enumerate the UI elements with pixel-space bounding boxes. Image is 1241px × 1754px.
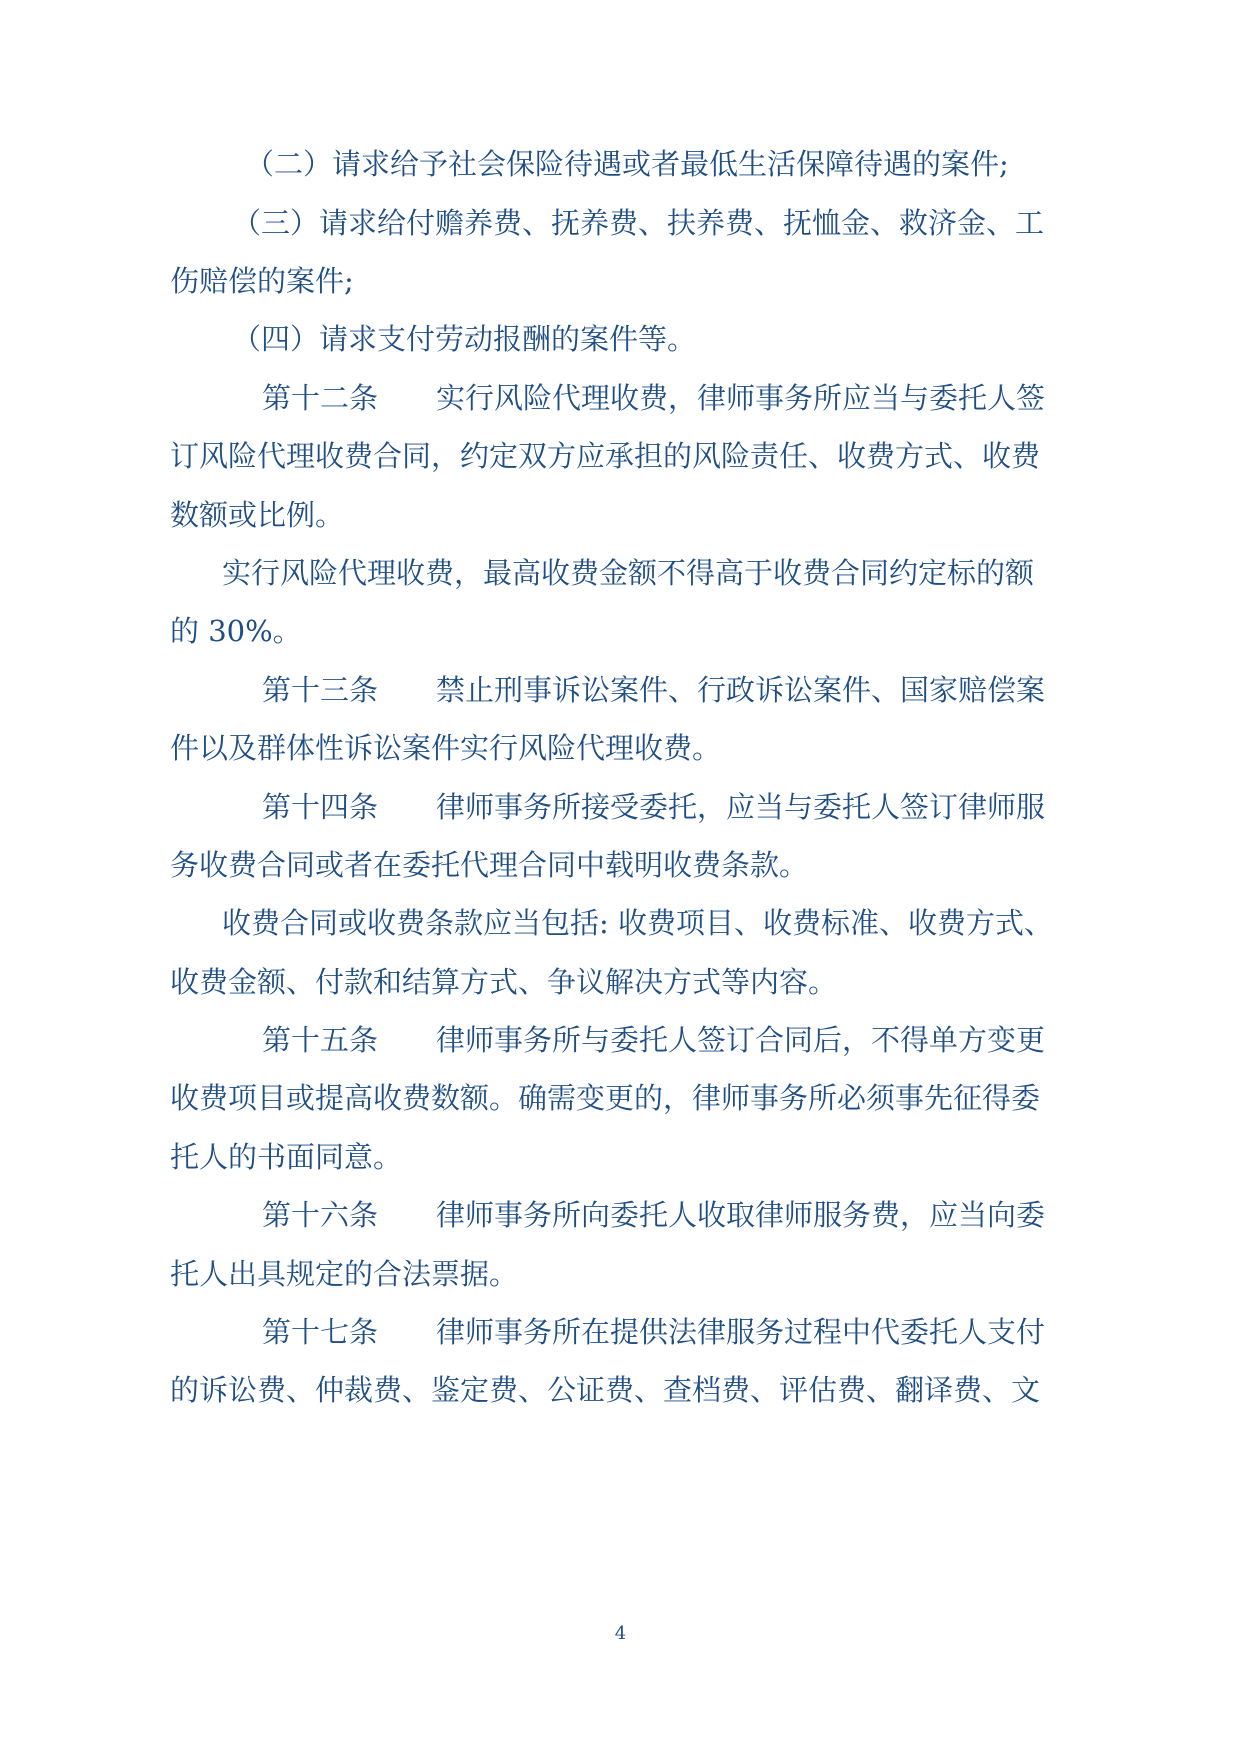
text-line: （二）请求给予社会保险待遇或者最低生活保障待遇的案件; bbox=[245, 147, 1009, 181]
text-line: 第十二条 实行风险代理收费，律师事务所应当与委托人签 bbox=[262, 381, 1046, 415]
text-line: 订风险代理收费合同，约定双方应承担的风险责任、收费方式、收费 bbox=[170, 439, 1041, 473]
text-line: 的诉讼费、仲裁费、鉴定费、公证费、查档费、评估费、翻译费、文 bbox=[170, 1373, 1041, 1407]
text-line: 数额或比例。 bbox=[170, 498, 345, 532]
page-number: 4 bbox=[614, 1623, 627, 1644]
text-line: 收费金额、付款和结算方式、争议解决方式等内容。 bbox=[170, 965, 838, 999]
text-line: 的 30%。 bbox=[170, 614, 302, 648]
text-line: 收费合同或收费条款应当包括: 收费项目、收费标准、收费方式、 bbox=[222, 906, 1053, 940]
text-line: 收费项目或提高收费数额。确需变更的，律师事务所必须事先征得委 bbox=[170, 1081, 1041, 1115]
text-line: 托人出具规定的合法票据。 bbox=[170, 1257, 519, 1291]
text-line: 务收费合同或者在委托代理合同中载明收费条款。 bbox=[170, 848, 809, 882]
text-line: 托人的书面同意。 bbox=[170, 1140, 403, 1174]
text-line: 伤赔偿的案件; bbox=[170, 264, 354, 298]
text-line: 第十六条 律师事务所向委托人收取律师服务费，应当向委 bbox=[262, 1198, 1046, 1232]
text-line: （三）请求给付赡养费、抚养费、扶养费、抚恤金、救济金、工 bbox=[232, 206, 1045, 240]
text-line: 第十五条 律师事务所与委托人签订合同后，不得单方变更 bbox=[262, 1023, 1046, 1057]
text-line: 第十四条 律师事务所接受委托，应当与委托人签订律师服 bbox=[262, 790, 1046, 824]
text-line: 实行风险代理收费，最高收费金额不得高于收费合同约定标的额 bbox=[222, 556, 1035, 590]
text-line: 第十三条 禁止刑事诉讼案件、行政诉讼案件、国家赔偿案 bbox=[262, 673, 1046, 707]
text-line: 件以及群体性诉讼案件实行风险代理收费。 bbox=[170, 731, 722, 765]
text-line: （四）请求支付劳动报酬的案件等。 bbox=[232, 322, 697, 356]
text-line: 第十七条 律师事务所在提供法律服务过程中代委托人支付 bbox=[262, 1315, 1046, 1349]
